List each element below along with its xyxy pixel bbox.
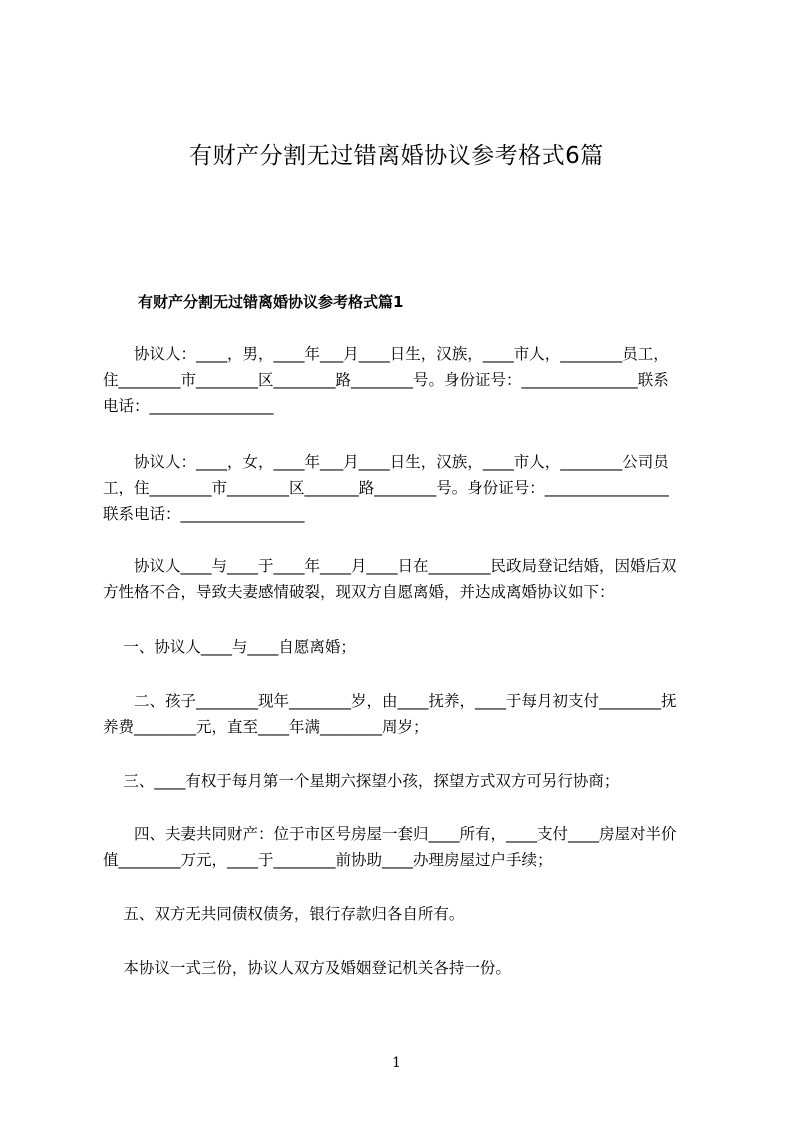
paragraph-line: 方性格不合，导致夫妻感情破裂，现双方自愿离婚，并达成离婚协议如下： — [103, 583, 615, 601]
paragraph-line: 协议人：____，女，____年___月____日生，汉族，____市人，________公司员 — [103, 453, 669, 471]
paragraph-line: 养费________元，直至____年满________周岁； — [103, 718, 429, 736]
paragraph-wife-info — [103, 449, 701, 527]
paragraph-line: 联系电话：________________ — [103, 505, 305, 523]
clause-4 — [103, 821, 701, 873]
paragraph-line: 四、夫妻共同财产：位于市区号房屋一套归____所有，____支付____房屋对半价 — [103, 825, 677, 843]
paragraph-line: 协议人：____，男，____年___月____日生，汉族，____市人，________员工， — [103, 345, 669, 363]
paragraph-line: 电话：________________ — [103, 397, 274, 415]
clause-2 — [103, 688, 701, 740]
paragraph-line: 五、双方无共同债权债务，银行存款归各自所有。 — [103, 905, 465, 923]
paragraph-line: 本协议一式三份，协议人双方及婚姻登记机关各持一份。 — [103, 959, 511, 977]
paragraph-line: 值________万元，____于________前协助____办理房屋过户手续； — [103, 851, 553, 869]
clause-5 — [103, 901, 701, 927]
document-title: 有财产分割无过错离婚协议参考格式6篇 — [189, 143, 604, 169]
paragraph-husband-info — [103, 341, 701, 419]
paragraph-line: 住________市________区________路________号。身份证号：_______________联系 — [103, 371, 669, 389]
paragraph-line: 三、____有权于每月第一个星期六探望小孩，探望方式双方可另行协商； — [103, 772, 620, 790]
paragraph-line: 工，住________市________区_______路________号。身份证号：________________ — [103, 479, 669, 497]
clause-1 — [103, 634, 701, 660]
clause-3 — [103, 768, 701, 794]
page-number: 1 — [392, 1055, 401, 1071]
paragraph-line: 协议人____与____于____年____月____日在________民政局登记结婚，因婚后双 — [103, 557, 677, 575]
paragraph-marriage-info — [103, 553, 701, 605]
section-heading: 有财产分割无过错离婚协议参考格式篇1 — [138, 293, 404, 311]
paragraph-line: 一、协议人____与____自愿离婚； — [103, 638, 356, 656]
closing-paragraph — [103, 955, 701, 981]
paragraph-line: 二、孩子________现年________岁，由____抚养，____于每月初支付________抚 — [103, 692, 677, 710]
